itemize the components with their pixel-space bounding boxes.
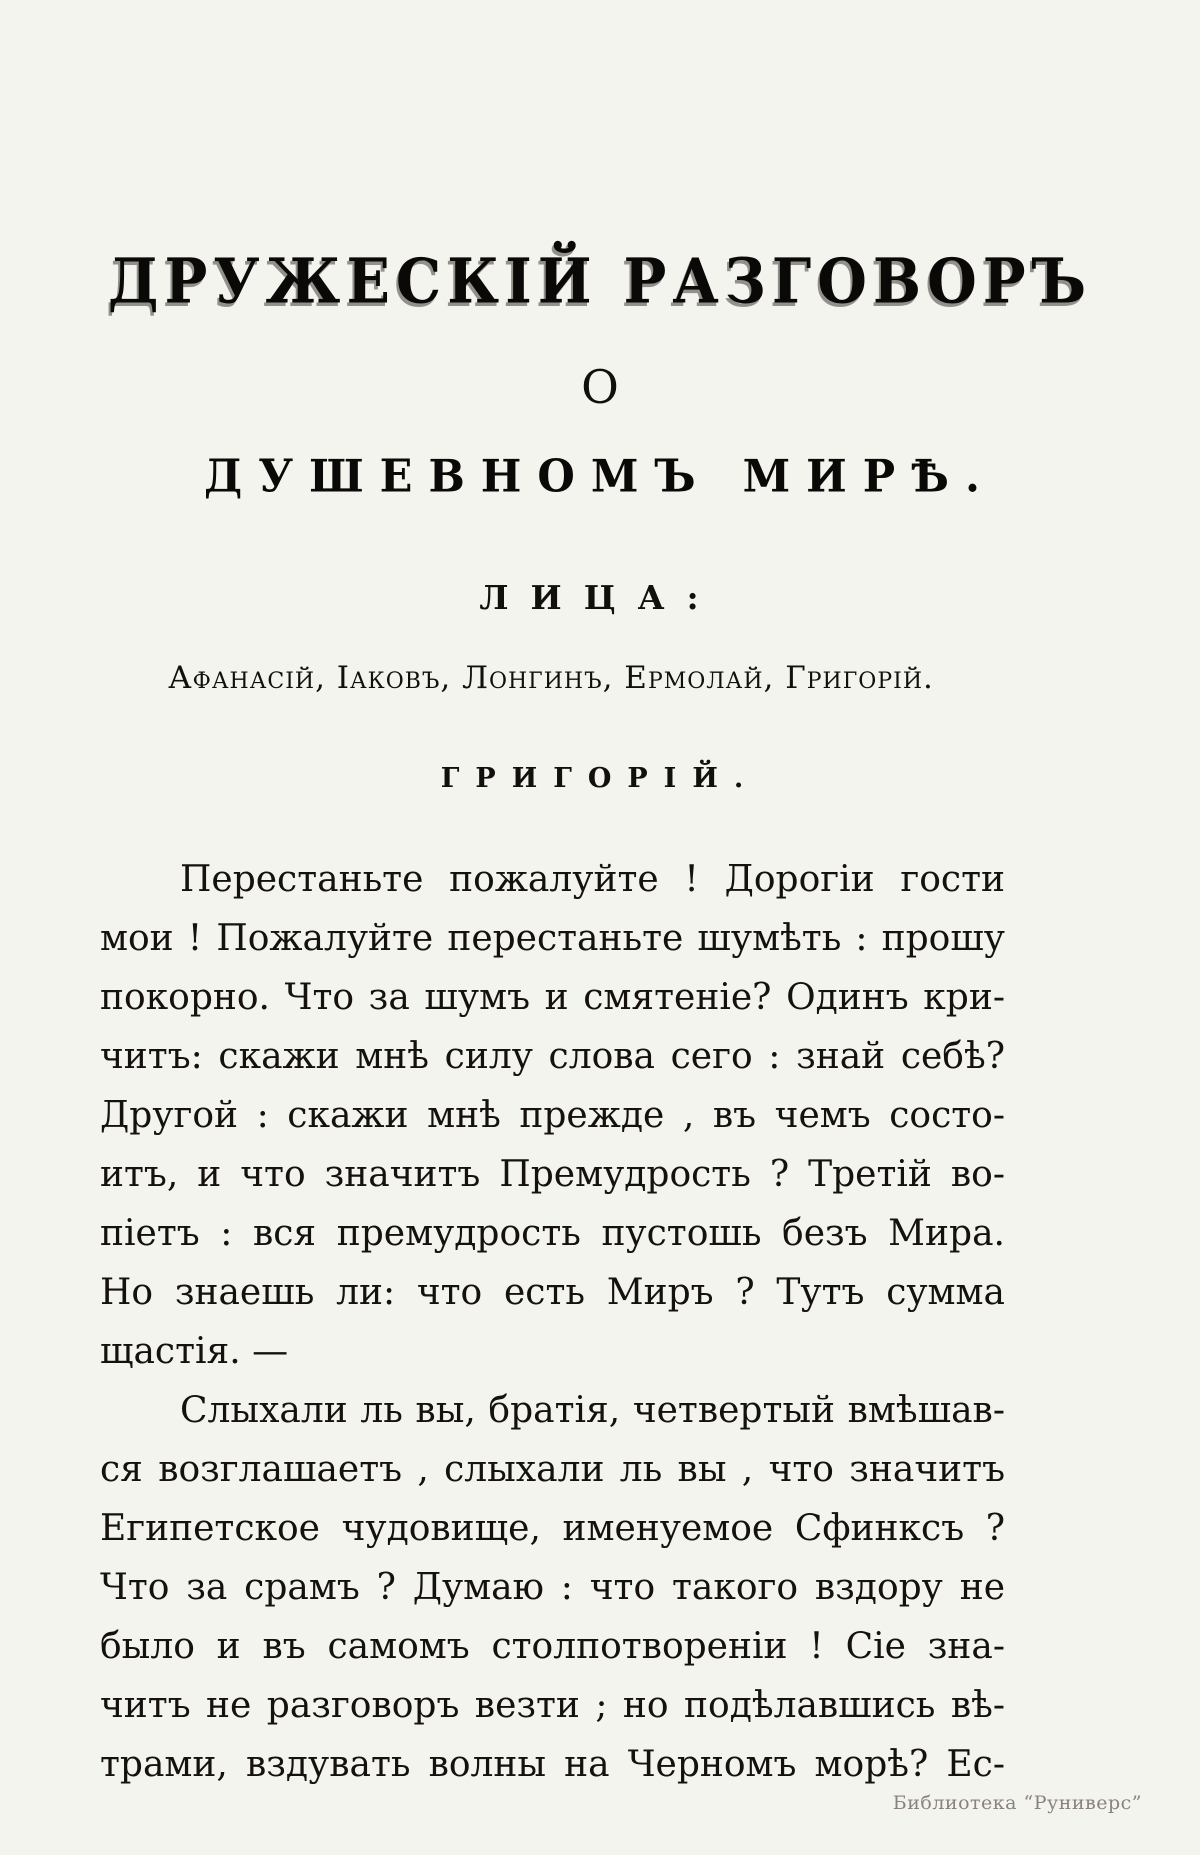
title-preposition: О — [581, 360, 619, 414]
body-line: покорно. Что за шумъ и смятеніе? Одинъ кри- — [100, 977, 1005, 1018]
body-line: Египетское чудовище, именуемое Сфинксъ ? — [100, 1508, 1005, 1549]
main-title: ДРУЖЕСКІЙ РАЗГОВОРЪ — [107, 245, 1093, 318]
body-line: мои ! Пожалуйте перестаньте шумѣть : прошу — [100, 918, 1005, 959]
body-line: было и въ самомъ столпотвореніи ! Сіе зна- — [100, 1626, 1005, 1667]
watermark: Библиотека “Руниверс” — [892, 1792, 1142, 1814]
cast-heading: ЛИЦА: — [479, 578, 721, 617]
body-line: Перестаньте пожалуйте ! Дорогіи гости — [180, 859, 1005, 900]
cast-names: Афанасій, Іаковъ, Лонгинъ, Ермолай, Григорій. — [168, 660, 934, 696]
body-line: Другой : скажи мнѣ прежде , въ чемъ состо- — [100, 1095, 1005, 1136]
body-line: піетъ : вся премудрость пустошь безъ Мира. — [100, 1213, 1005, 1254]
body-line: Слыхали ль вы, братія, четвертый вмѣшав- — [180, 1390, 1005, 1431]
body-line: ся возглашаетъ , слыхали ль вы , что значитъ — [100, 1449, 1005, 1490]
subtitle: ДУШЕВНОМЪ МИРѢ. — [204, 450, 996, 504]
body-text — [100, 850, 1005, 1794]
body-line: Что за срамъ ? Думаю : что такого вздору не — [100, 1567, 1005, 1608]
body-line: Но знаешь ли: что есть Миръ ? Тутъ сумма — [100, 1272, 1005, 1313]
body-line: щастія. — — [100, 1331, 289, 1372]
body-line: читъ: скажи мнѣ силу слова сего : знай себѣ? — [100, 1036, 1005, 1077]
speaker-heading: ГРИГОРІЙ. — [440, 763, 760, 794]
body-line: читъ не разговоръ везти ; но подѣлавшись вѣ- — [100, 1685, 1005, 1726]
body-line: итъ, и что значитъ Премудрость ? Третій во- — [100, 1154, 1005, 1195]
body-line: трами, вздувать волны на Черномъ морѣ? Ес- — [100, 1744, 1005, 1785]
